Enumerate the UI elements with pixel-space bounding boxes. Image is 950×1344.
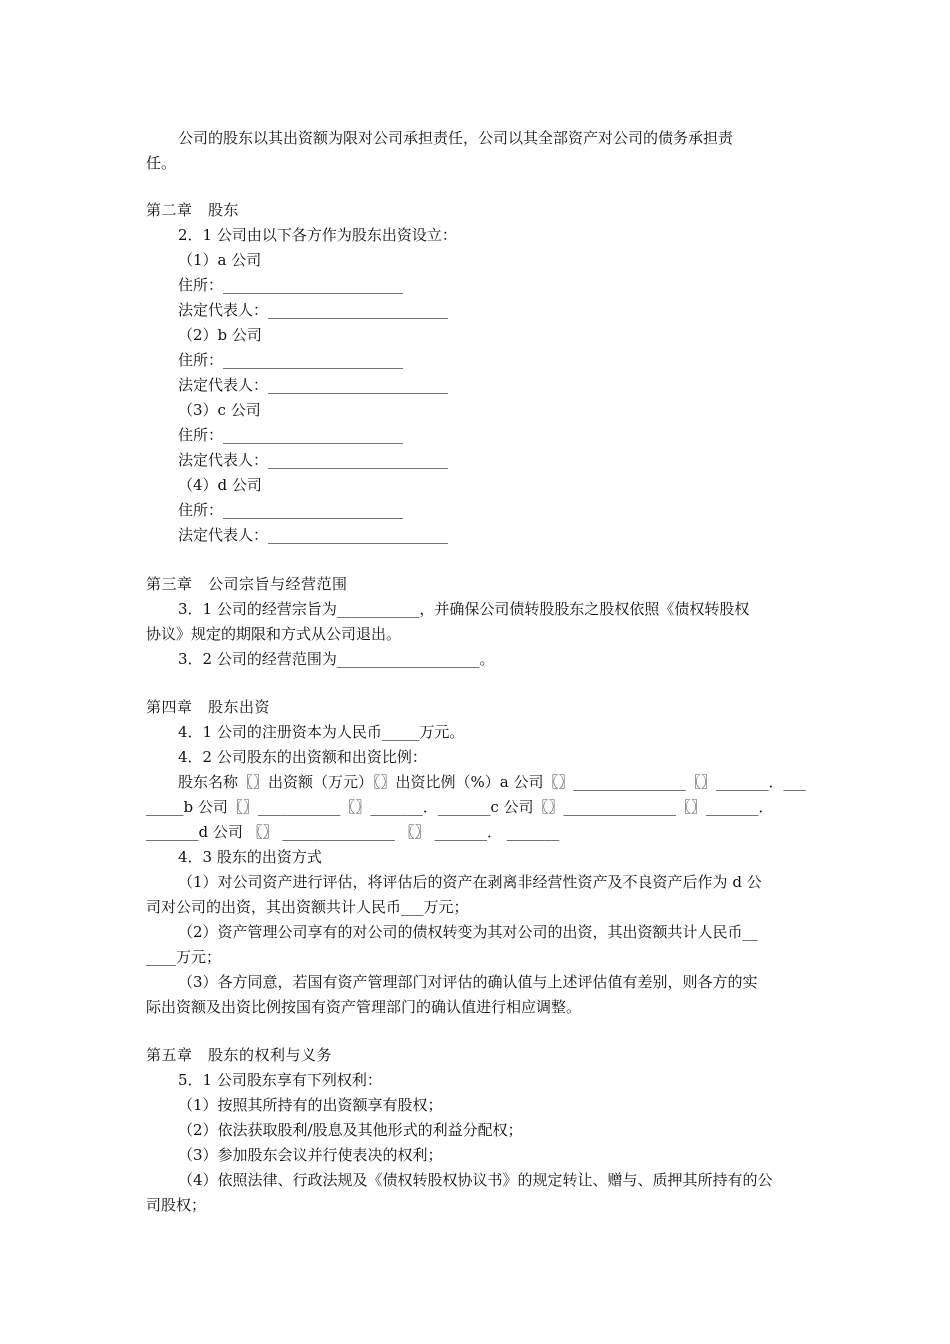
- right-1: （1）按照其所持有的出资额享有股权；: [178, 1096, 443, 1114]
- chapter-2-title: 第二章 股东: [146, 201, 240, 219]
- shareholder-b-representative: 法定代表人：________________________: [178, 376, 449, 394]
- shareholder-d-address: 住所：________________________: [178, 501, 404, 519]
- method-2-line-1: （2）资产管理公司享有的对公司的债权转变为其对公司的出资，其出资额共计人民币__: [178, 923, 758, 941]
- right-4-line-2: 司股权；: [146, 1196, 207, 1214]
- clause-3-2: 3．2 公司的经营范围为___________________。: [178, 650, 495, 668]
- method-1-line-2: 司对公司的出资，其出资额共计人民币___万元；: [146, 898, 469, 916]
- clause-4-2: 4．2 公司股东的出资额和出资比例：: [178, 748, 427, 766]
- method-3-line-2: 际出资额及出资比例按国有资产管理部门的确认值进行相应调整。: [146, 998, 582, 1016]
- shareholder-c-address: 住所：________________________: [178, 426, 404, 444]
- method-3-line-1: （3）各方同意，若国有资产管理部门对评估的确认值与上述评估值有差别，则各方的实: [178, 973, 758, 991]
- shareholder-a-address: 住所：________________________: [178, 276, 404, 294]
- clause-3-1-line-2: 协议》规定的期限和方式从公司退出。: [146, 625, 402, 643]
- chapter-4-title: 第四章 股东出资: [146, 698, 271, 716]
- shareholder-a-representative: 法定代表人：________________________: [178, 301, 449, 319]
- clause-3-1-line-1: 3．1 公司的经营宗旨为___________，并确保公司债转股股东之股权依照《债权转股权: [178, 600, 750, 618]
- shareholder-b-name: （2）b 公司: [178, 326, 262, 344]
- clause-4-1: 4．1 公司的注册资本为人民币_____万元。: [178, 723, 465, 741]
- right-2: （2）依法获取股利/股息及其他形式的利益分配权；: [178, 1121, 523, 1139]
- method-1-line-1: （1）对公司资产进行评估，将评估后的资产在剥离非经营性资产及不良资产后作为 d 公: [178, 873, 762, 891]
- shareholder-d-representative: 法定代表人：________________________: [178, 526, 449, 544]
- clause-2-1: 2．1 公司由以下各方作为股东出资设立：: [178, 226, 457, 244]
- clause-4-3: 4．3 股东的出资方式: [178, 848, 322, 866]
- shareholder-c-name: （3）c 公司: [178, 401, 261, 419]
- right-4-line-1: （4）依照法律、行政法规及《债权转股权协议书》的规定转让、赠与、质押其所持有的公: [178, 1171, 773, 1189]
- shareholder-b-address: 住所：________________________: [178, 351, 404, 369]
- intro-line-1: 公司的股东以其出资额为限对公司承担责任，公司以其全部资产对公司的债务承担责: [178, 129, 734, 147]
- chapter-3-title: 第三章 公司宗旨与经营范围: [146, 575, 348, 593]
- shareholder-c-representative: 法定代表人：________________________: [178, 451, 449, 469]
- shareholder-a-name: （1）a 公司: [178, 251, 262, 269]
- method-2-line-2: ____万元；: [146, 948, 222, 966]
- clause-5-1: 5．1 公司股东享有下列权利：: [178, 1071, 382, 1089]
- contribution-table-line-1: 股东名称〖〗出资额（万元）〖〗出资比例（%）a 公司〖〗_______________〖〗_______．___: [178, 773, 806, 791]
- contribution-table-line-3: _______d 公司 〖〗 _______________ 〖〗 _______． _______: [146, 823, 560, 841]
- shareholder-d-name: （4）d 公司: [178, 476, 262, 494]
- intro-line-2: 任。: [146, 154, 177, 172]
- chapter-5-title: 第五章 股东的权利与义务: [146, 1046, 333, 1064]
- contribution-table-line-2: _____b 公司〖〗___________〖〗_______．_______c 公司〖〗_______________〖〗_______．: [146, 798, 774, 816]
- right-3: （3）参加股东会议并行使表决的权利；: [178, 1146, 443, 1164]
